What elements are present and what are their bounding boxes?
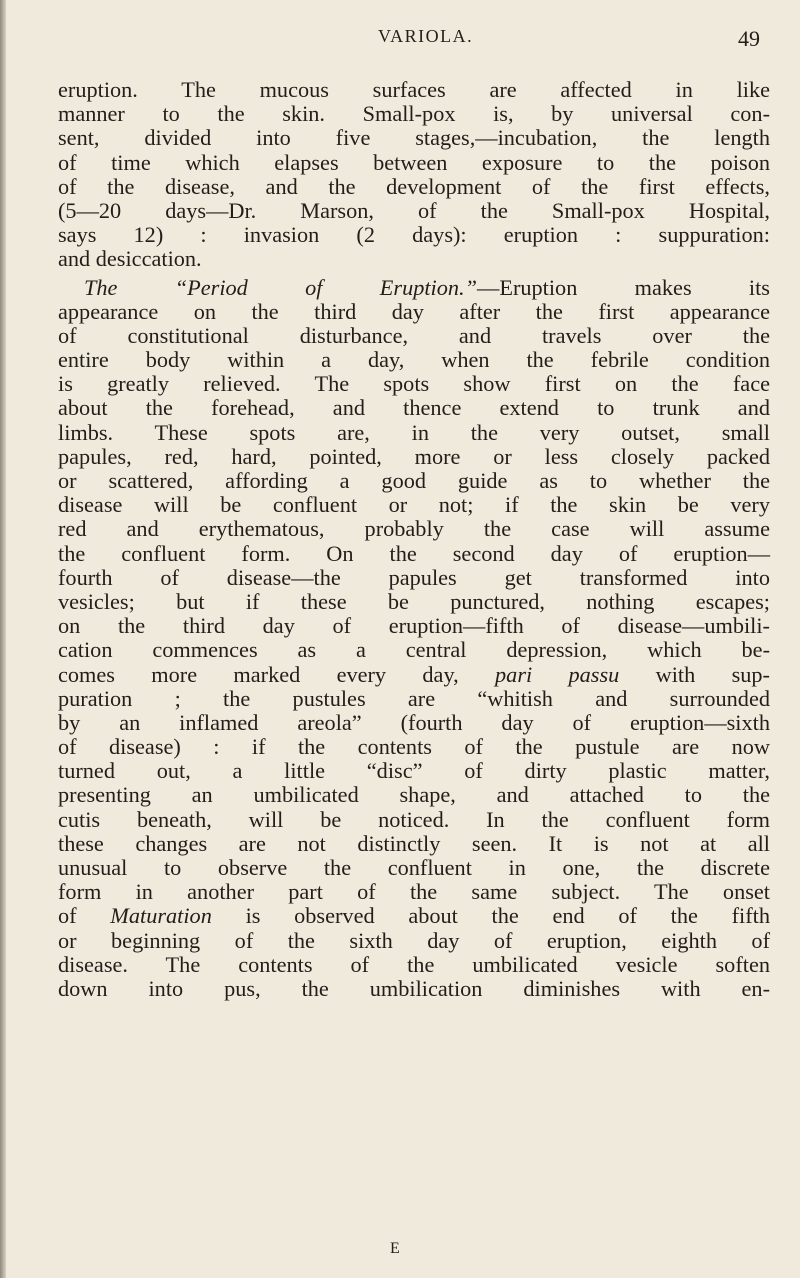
text-span: of <box>58 903 77 929</box>
text-line: or beginning of the sixth day of eruption, eighth of <box>58 927 770 953</box>
signature-mark: E <box>390 1240 400 1257</box>
text-line: or scattered, affording a good guide as to whether the <box>58 468 770 493</box>
page-number: 49 <box>738 26 760 51</box>
text-line: is greatly relieved. The spots show first on the face <box>58 371 770 397</box>
text-line: sent, divided into five stages,—incubation, the length <box>58 125 770 151</box>
text-span: comes more marked every day, <box>58 661 459 687</box>
text-line: (5—20 days—Dr. Marson, of the Small-pox Hospital, <box>58 197 770 223</box>
text-body <box>58 78 770 1001</box>
text-line: form in another part of the same subject. The onset <box>58 879 770 905</box>
text-line: unusual to observe the confluent in one, the discrete <box>58 855 770 880</box>
text-line: entire body within a day, when the febrile condition <box>58 347 770 373</box>
text-line: appearance on the third day after the first appearance <box>58 298 770 324</box>
text-line: eruption. The mucous surfaces are affected in like <box>58 77 770 102</box>
text-line: says 12) : invasion (2 days): eruption : suppuration: <box>58 222 770 248</box>
text-line: these changes are not distinctly seen. It is not at all <box>58 830 770 856</box>
text-line: down into pus, the umbilication diminishes with en- <box>58 975 770 1001</box>
text-line <box>58 904 770 928</box>
text-span: is observed about the end of the fifth <box>245 903 770 929</box>
running-head: VARIOLA. <box>378 26 474 46</box>
text-span: with sup- <box>655 661 770 687</box>
text-line: and desiccation. <box>58 246 202 272</box>
text-line <box>58 663 770 687</box>
text-line: red and erythematous, probably the case will assume <box>58 516 770 542</box>
text-line: of the disease, and the development of the first effects, <box>58 173 770 199</box>
italic-phrase: Maturation <box>110 903 212 929</box>
text-line: disease. The contents of the umbilicated vesicle soften <box>58 951 770 977</box>
text-line: of disease) : if the contents of the pustule are now <box>58 734 770 760</box>
text-line: turned out, a little “disc” of dirty plastic matter, <box>58 758 770 784</box>
text-line: vesicles; but if these be punctured, nothing escapes; <box>58 588 770 614</box>
text-span: —Eruption makes its <box>477 274 770 300</box>
italic-phrase: pari passu <box>495 661 620 687</box>
text-line: disease will be confluent or not; if the skin be very <box>58 492 770 518</box>
text-line: of time which elapses between exposure to the poison <box>58 149 770 175</box>
paragraph-stages <box>58 78 770 272</box>
text-line <box>58 276 770 300</box>
text-line: by an inflamed areola” (fourth day of eruption—sixth <box>58 709 770 735</box>
section-heading: The “Period of Eruption.” <box>84 274 478 300</box>
text-line: presenting an umbilicated shape, and attached to the <box>58 782 770 808</box>
text-line: papules, red, hard, pointed, more or less closely packed <box>58 443 770 469</box>
text-line: of constitutional disturbance, and travels over the <box>58 322 770 348</box>
text-line: limbs. These spots are, in the very outset, small <box>58 419 770 445</box>
text-line: fourth of disease—the papules get transformed into <box>58 564 770 590</box>
text-line: puration ; the pustules are “whitish and surrounded <box>58 685 770 711</box>
page-header <box>0 26 800 56</box>
text-line: on the third day of eruption—fifth of disease—umbili- <box>58 613 770 639</box>
text-line: the confluent form. On the second day of eruption— <box>58 540 770 566</box>
page-edge-shadow <box>0 0 6 1278</box>
text-line: about the forehead, and thence extend to trunk and <box>58 395 770 421</box>
text-line: cutis beneath, will be noticed. In the confluent form <box>58 806 770 832</box>
paragraph-period-of-eruption <box>58 276 770 1002</box>
text-line: manner to the skin. Small-pox is, by universal con- <box>58 101 770 127</box>
text-line: cation commences as a central depression, which be- <box>58 637 770 663</box>
